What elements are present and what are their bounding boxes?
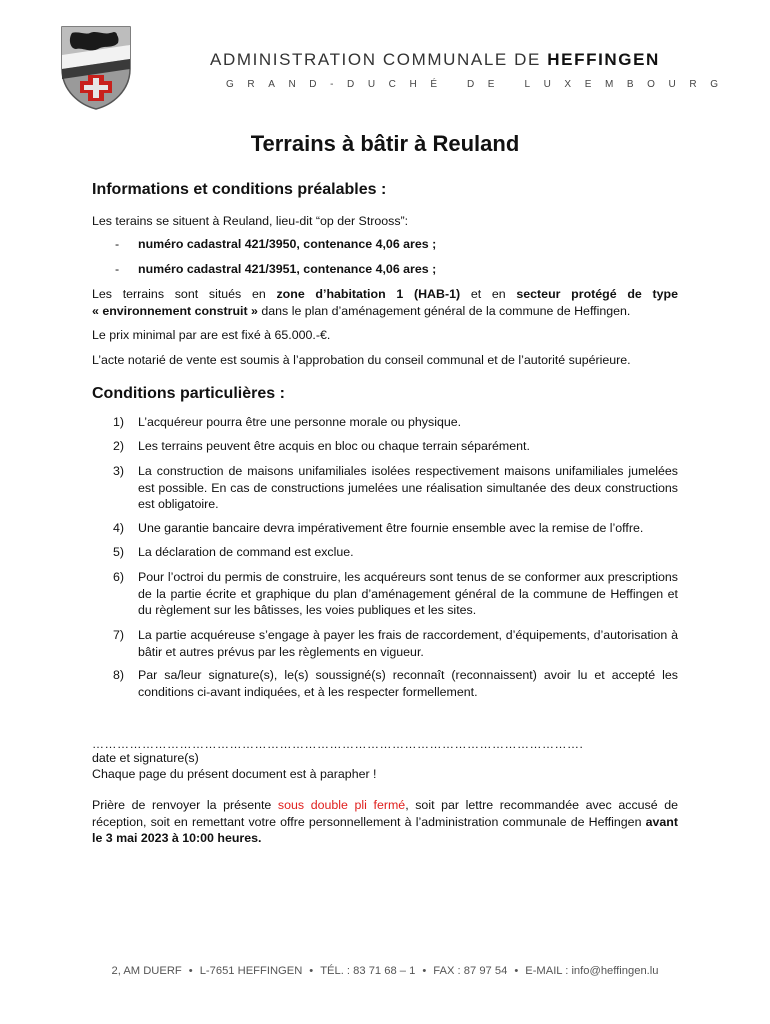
initial-note: Chaque page du présent document est à parapher ! (92, 767, 377, 781)
return-note-text: Prière de renvoyer la présente (92, 798, 278, 812)
organization-title (210, 50, 680, 70)
condition-text: Pour l’octroi du permis de construire, les acquéreurs sont tenus de se conformer aux prescriptions de la partie écrite et graphique du plan d’aménagement général de la commune de Heffingen et du règlement sur les bâtisses, les voies publiques et les sites. (138, 570, 678, 617)
footer-separator: • (188, 965, 193, 977)
condition-text: Par sa/leur signature(s), le(s) soussigné(s) reconnaît (reconnaissent) avoir lu et accepté les conditions ci-avant indiquées, et à les respecter formellement. (138, 668, 678, 699)
condition-item (113, 438, 678, 455)
condition-number: 7) (113, 628, 125, 642)
condition-number: 6) (113, 570, 125, 584)
signature-line: ………………………………………………………………………………………………………. (92, 737, 584, 751)
condition-item (113, 667, 678, 700)
parcel-text: numéro cadastral 421/3951, contenance 4,06 ares ; (138, 262, 437, 276)
parcel-item: - numéro cadastral 421/3950, contenance 4,06 ares ; (115, 237, 437, 251)
return-note-highlight: sous double pli fermé (277, 798, 406, 812)
condition-item (113, 569, 678, 619)
conditions-heading: Conditions particulières : (92, 385, 285, 402)
footer-address: 2, AM DUERF (111, 965, 182, 977)
parcel-text: numéro cadastral 421/3950, contenance 4,06 ares ; (138, 237, 437, 251)
condition-item (113, 414, 678, 431)
zone-text: et en (460, 287, 517, 301)
footer-separator: • (422, 965, 427, 977)
info-heading: Informations et conditions préalables : (92, 181, 387, 198)
coat-of-arms-icon (60, 25, 132, 111)
footer-separator: • (309, 965, 314, 977)
condition-number: 8) (113, 668, 125, 682)
zone-bold: secteur protégé de type (516, 287, 678, 301)
organization-name: HEFFINGEN (547, 50, 660, 69)
organization-prefix: ADMINISTRATION COMMUNALE DE (210, 50, 548, 69)
parcel-item: - numéro cadastral 421/3951, contenance 4,06 ares ; (115, 262, 437, 276)
footer-city: L-7651 HEFFINGEN (199, 965, 303, 977)
zone-bold: « environnement construit » (92, 303, 258, 318)
zone-bold: zone d’habitation 1 (HAB-1) (276, 287, 461, 301)
condition-number: 3) (113, 464, 125, 478)
condition-item (113, 463, 678, 513)
condition-text: Une garantie bancaire devra impérativement être fournie ensemble avec la remise de l’offre. (138, 521, 644, 535)
info-intro: Les terains se situent à Reuland, lieu-dit “op der Strooss”: (92, 214, 409, 228)
condition-number: 1) (113, 415, 125, 429)
footer-separator: • (514, 965, 519, 977)
condition-item (113, 627, 678, 660)
price-paragraph: Le prix minimal par are est fixé à 65.000.-€. (92, 328, 331, 342)
condition-text: La déclaration de command est exclue. (138, 545, 354, 559)
zone-paragraph (92, 286, 678, 319)
footer-email: E-MAIL : info@heffingen.lu (525, 965, 659, 977)
condition-number: 5) (113, 545, 125, 559)
footer-fax: FAX : 87 97 54 (433, 965, 508, 977)
condition-item (113, 520, 678, 537)
condition-text: La construction de maisons unifamiliales isolées respectivement maisons unifamiliales jumelées est possible. En cas de constructions jumelées une réalisation simultanée des deux constructions est obligatoire. (138, 464, 678, 511)
organization-subtitle: GRAND-DUCHÉ DE LUXEMBOURG (226, 79, 732, 90)
condition-number: 2) (113, 439, 125, 453)
footer (0, 965, 770, 977)
footer-phone: TÉL. : 83 71 68 – 1 (320, 965, 416, 977)
condition-text: L’acquéreur pourra être une personne morale ou physique. (138, 415, 462, 429)
condition-text: La partie acquéreuse s’engage à payer les frais de raccordement, d’équipements, d’autorisation à bâtir et autres prévus par les règlements en vigueur. (138, 628, 678, 659)
return-deadline: avant le 3 mai 2023 à 10:00 heures. (92, 814, 678, 845)
zone-text: Les terrains sont situés en (92, 287, 277, 301)
condition-text: Les terrains peuvent être acquis en bloc ou chaque terrain séparément. (138, 439, 530, 453)
signature-label: date et signature(s) (92, 751, 199, 765)
condition-number: 4) (113, 521, 125, 535)
return-note-text: , soit par lettre recommandée avec accusé de réception, soit en remettant votre offre personnellement à l’administration communale de Heffingen (92, 798, 678, 829)
approval-paragraph: L’acte notarié de vente est soumis à l’approbation du conseil communal et de l’autorité supérieure. (92, 353, 631, 367)
return-note (92, 797, 678, 847)
zone-text: dans le plan d’aménagement général de la commune de Heffingen. (257, 303, 631, 318)
condition-item (113, 544, 678, 561)
document-title: Terrains à bâtir à Reuland (250, 131, 520, 156)
